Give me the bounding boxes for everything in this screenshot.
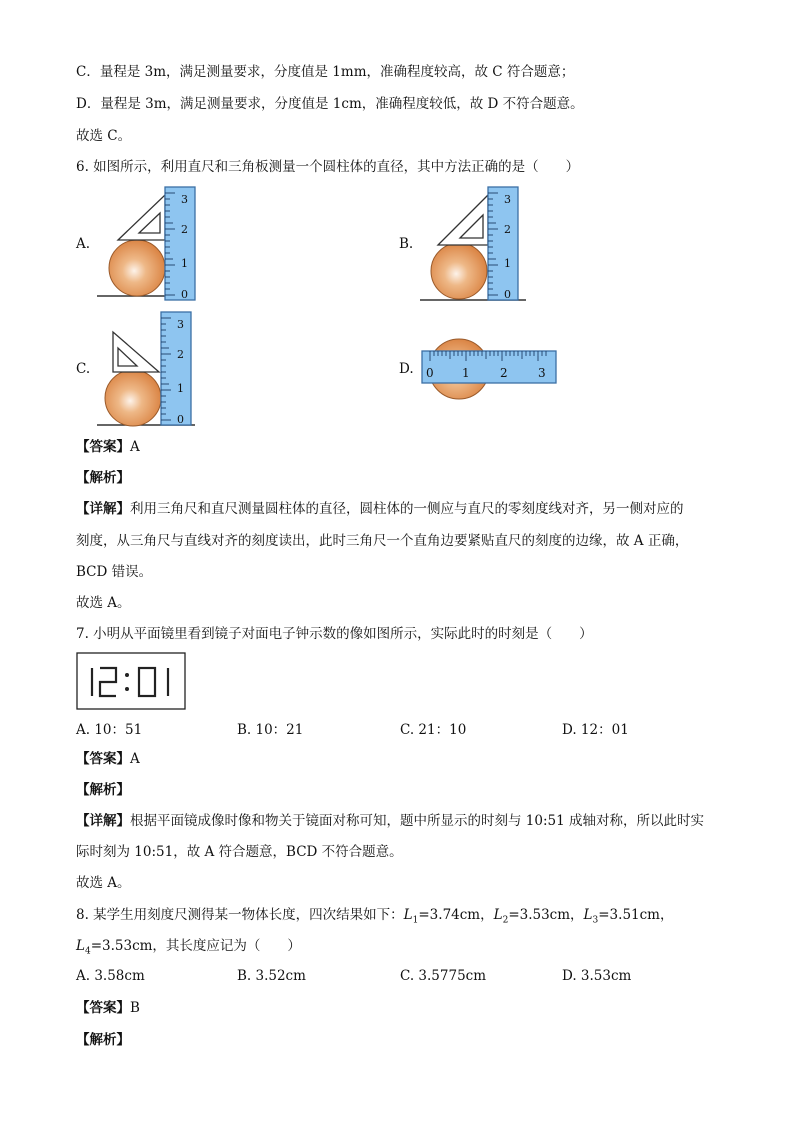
q6-option-a-label: A. (76, 236, 91, 252)
q6-a-tick-0: 0 (181, 288, 188, 301)
q6-d-tick-1: 1 (462, 366, 470, 380)
q7-choice-c: C. 21：10 (400, 722, 467, 738)
q6-b-tick-0: 0 (504, 288, 511, 301)
q7-stem: 7. 小明从平面镜里看到镜子对面电子钟示数的像如图所示，实际此时的时刻是（ ） (76, 626, 593, 642)
q8-choice-a: A. 3.58cm (76, 968, 145, 984)
q7-choice-a: A. 10：51 (76, 722, 143, 738)
q8-stem-prefix: 8. 某学生用刻度尺测得某一物体长度，四次结果如下： (76, 907, 404, 923)
q6-answer-tag: 【答案】 (76, 439, 130, 455)
q7-answer-tag: 【答案】 (76, 751, 130, 767)
q8-answer: B (130, 1000, 140, 1016)
q8-sub-4: 4 (84, 946, 91, 957)
q7-choice-d: D. 12：01 (562, 722, 629, 738)
q6-c-tick-1: 1 (177, 382, 184, 395)
q8-var-l3: L (583, 907, 593, 923)
q6-c-tick-3: 3 (177, 318, 184, 331)
q5-choice-text: 故选 C。 (76, 128, 132, 144)
q6-figure-c (95, 310, 210, 430)
q7-detail-line-1 (76, 811, 704, 831)
q7-choice-text: 故选 A。 (76, 875, 131, 891)
q5-option-c-text: C．量程是 3m，满足测量要求，分度值是 1mm，准确程度较高，故 C 符合题意； (76, 64, 575, 80)
q8-stem-line-1 (76, 905, 673, 931)
q6-analysis-tag: 【解析】 (76, 470, 130, 486)
q6-detail-line-3: BCD 错误。 (76, 564, 153, 580)
q6-answer: A (130, 439, 140, 455)
q7-analysis-tag: 【解析】 (76, 782, 130, 798)
q6-choice-text: 故选 A。 (76, 595, 131, 611)
q6-figure-d (420, 335, 560, 403)
q8-m3: =3.51cm， (598, 907, 674, 923)
q8-var-l1: L (403, 907, 413, 923)
q6-option-b-label: B. (399, 236, 414, 252)
q6-a-tick-2: 2 (181, 223, 188, 236)
q6-figure-a (95, 185, 210, 305)
q7-detail-line-2: 际时刻为 10:51，故 A 符合题意，BCD 不符合题意。 (76, 844, 403, 860)
q7-detail-1: 根据平面镜成像时像和物关于镜面对称可知，题中所显示的时刻与 10:51 成轴对称，所以此时实 (130, 813, 704, 829)
q8-m4: =3.53cm，其长度应记为（ ） (90, 938, 301, 954)
q8-answer-tag: 【答案】 (76, 1000, 130, 1016)
q6-c-tick-2: 2 (177, 348, 184, 361)
q8-choice-b: B. 3.52cm (237, 968, 306, 984)
q8-choice-d: D. 3.53cm (562, 968, 632, 984)
q6-d-tick-2: 2 (500, 366, 508, 380)
q6-detail-line-1 (76, 499, 684, 519)
q8-stem-line-2 (76, 936, 301, 962)
q6-b-tick-3: 3 (504, 193, 511, 206)
q8-var-l2: L (493, 907, 503, 923)
q8-m1: =3.74cm， (418, 907, 494, 923)
q6-answer-line (76, 437, 140, 457)
q8-m2: =3.53cm， (508, 907, 584, 923)
q7-choice-b: B. 10：21 (237, 722, 304, 738)
q8-sub-3: 3 (592, 915, 599, 926)
q6-b-tick-1: 1 (504, 257, 511, 270)
q5-option-d-text: D．量程是 3m，满足测量要求，分度值是 1cm，准确程度较低，故 D 不符合题意。 (76, 96, 584, 112)
q7-answer-line (76, 749, 140, 769)
q8-choice-c: C. 3.5775cm (400, 968, 487, 984)
q8-answer-line (76, 998, 140, 1018)
q6-detail-1: 利用三角尺和直尺测量圆柱体的直径，圆柱体的一侧应与直尺的零刻度线对齐，另一侧对应的 (130, 501, 684, 517)
q8-sub-1: 1 (412, 915, 419, 926)
q7-answer: A (130, 751, 140, 767)
q8-var-l4: L (76, 938, 85, 954)
q7-clock-figure (76, 652, 188, 712)
q6-d-tick-3: 3 (538, 366, 546, 380)
q6-a-tick-1: 1 (181, 257, 188, 270)
q6-detail-line-2: 刻度，从三角尺与直线对齐的刻度读出，此时三角尺一个直角边要紧贴直尺的刻度的边缘，故 A 正确， (76, 533, 689, 549)
q6-detail-tag: 【详解】 (76, 501, 130, 517)
q6-stem: 6. 如图所示，利用直尺和三角板测量一个圆柱体的直径，其中方法正确的是（ ） (76, 159, 580, 175)
q6-option-c-label: C. (76, 361, 91, 377)
q8-analysis-tag: 【解析】 (76, 1032, 130, 1048)
q6-option-d-label: D. (399, 361, 414, 377)
q6-d-tick-0: 0 (426, 366, 434, 380)
q7-detail-tag: 【详解】 (76, 813, 130, 829)
q6-b-tick-2: 2 (504, 223, 511, 236)
q6-a-tick-3: 3 (181, 193, 188, 206)
q6-figure-b (418, 185, 533, 305)
q6-c-tick-0: 0 (177, 413, 184, 426)
q8-sub-2: 2 (502, 915, 509, 926)
